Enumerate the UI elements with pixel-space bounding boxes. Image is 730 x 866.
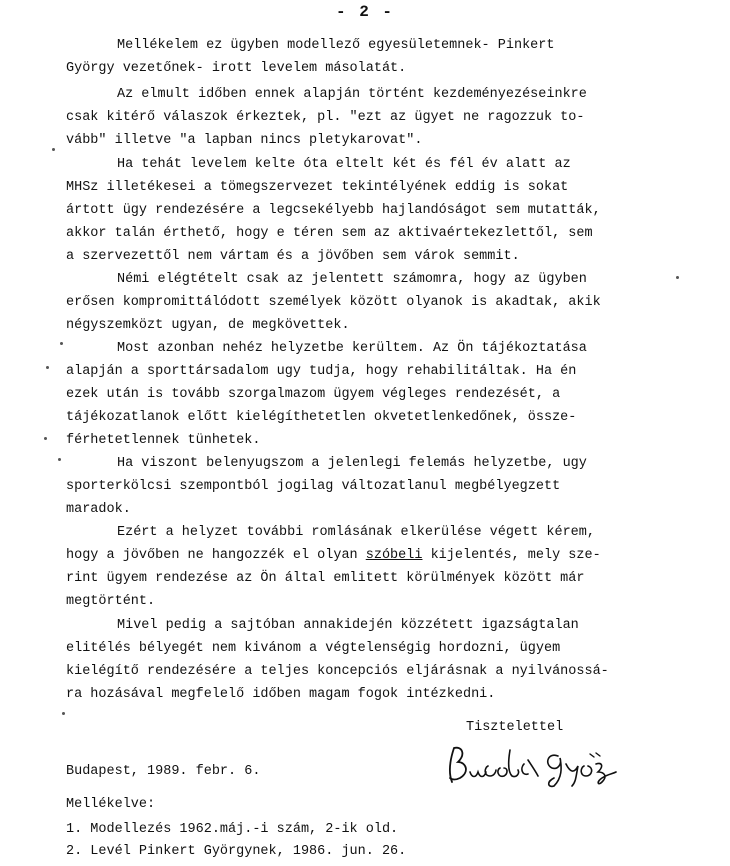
- paragraph-3-line-2: MHSz illetékesei a tömegszervezet tekintélyének eddig is sokat: [66, 180, 569, 195]
- underlined-word: szóbeli: [365, 548, 423, 563]
- paragraph-4-line-1: Némi elégtételt csak az jelentett számomra, hogy az ügyben: [117, 272, 587, 287]
- paragraph-8-line-1: Mivel pedig a sajtóban annakidején közzétett igazságtalan: [117, 618, 579, 633]
- scan-speck: [676, 276, 679, 279]
- attachments-label: Mellékelve:: [66, 797, 156, 812]
- paragraph-7-line-2-end: kijelentés, mely sze-: [422, 548, 601, 563]
- paragraph-3-line-5: a szervezettől nem vártam és a jövőben sem várok semmit.: [66, 249, 520, 264]
- paragraph-6-line-1: Ha viszont belenyugszom a jelenlegi felemás helyzetbe, ugy: [117, 456, 587, 471]
- paragraph-6-line-2: sporterkölcsi szempontból jogilag változatlanul megbélyegzett: [66, 479, 561, 494]
- scan-speck: [58, 458, 61, 461]
- attachment-1: 1. Modellezés 1962.máj.-i szám, 2-ik old.: [66, 822, 399, 837]
- paragraph-7-line-1: Ezért a helyzet további romlásának elkerülése végett kérem,: [117, 525, 595, 540]
- paragraph-2-line-1: Az elmult időben ennek alapján történt kezdeményezéseinkre: [117, 87, 587, 102]
- paragraph-3-line-4: akkor talán érthető, hogy e téren sem az aktivaértekezlettől, sem: [66, 226, 593, 241]
- paragraph-3-line-3: ártott ügy rendezésére a legcsekélyebb hajlandóságot sem mutatták,: [66, 203, 601, 218]
- scan-speck: [44, 437, 47, 440]
- paragraph-7-line-2-start: hogy a jövőben ne hangozzék el olyan: [66, 548, 366, 563]
- paragraph-1-line-2: György vezetőnek- irott levelem másolatát.: [66, 61, 407, 76]
- paragraph-7-line-3: rint ügyem rendezése az Ön által emlitett körülmények között már: [66, 571, 585, 586]
- scan-speck: [62, 712, 65, 715]
- attachment-2: 2. Levél Pinkert Györgynek, 1986. jun. 26.: [66, 844, 407, 859]
- paragraph-3-line-1: Ha tehát levelem kelte óta eltelt két és fél év alatt az: [117, 157, 571, 172]
- paragraph-2-line-2: csak kitérő válaszok érkeztek, pl. "ezt az ügyet ne ragozzuk to-: [66, 110, 585, 125]
- paragraph-5-line-2: alapján a sporttársadalom ugy tudja, hogy rehabilitáltak. Ha én: [66, 364, 577, 379]
- scan-speck: [46, 366, 49, 369]
- page-number: - 2 -: [335, 3, 394, 21]
- paragraph-5-line-3: ezek után is tovább szorgalmazom ügyem végleges rendezését, a: [66, 387, 561, 402]
- scan-speck: [52, 148, 55, 151]
- paragraph-8-line-2: elitélés bélyegét nem kivánom a végtelenségig hordozni, ügyem: [66, 641, 561, 656]
- paragraph-8-line-3: kielégítő rendezésére a teljes koncepciós eljárásnak a nyilvánossá-: [66, 664, 609, 679]
- paragraph-6-line-3: maradok.: [66, 502, 131, 517]
- paragraph-5-line-1: Most azonban nehéz helyzetbe kerültem. Az Ön tájékoztatása: [117, 341, 587, 356]
- closing: Tisztelettel: [466, 720, 564, 735]
- paragraph-1-line-1: Mellékelem ez ügyben modellező egyesületemnek- Pinkert: [117, 38, 555, 53]
- paragraph-5-line-4: tájékozatlanok előtt kielégíthetetlen okvetetlenkedőnek, össze-: [66, 410, 577, 425]
- paragraph-5-line-5: férhetetlennek tünhetek.: [66, 433, 261, 448]
- paragraph-2-line-3: vább" illetve "a lapban nincs pletykarovat".: [66, 133, 423, 148]
- paragraph-4-line-2: erősen kompromittálódott személyek között olyanok is akadtak, akik: [66, 295, 601, 310]
- signature: [440, 742, 630, 788]
- place-date: Budapest, 1989. febr. 6.: [66, 764, 261, 779]
- paragraph-4-line-3: négyszemközt ugyan, de megkövettek.: [66, 318, 350, 333]
- scan-speck: [60, 342, 63, 345]
- paragraph-7-line-2: [66, 544, 601, 567]
- paragraph-7-line-4: megtörtént.: [66, 594, 156, 609]
- paragraph-8-line-4: ra hozásával megfelelő időben magam fogok intézkedni.: [66, 687, 496, 702]
